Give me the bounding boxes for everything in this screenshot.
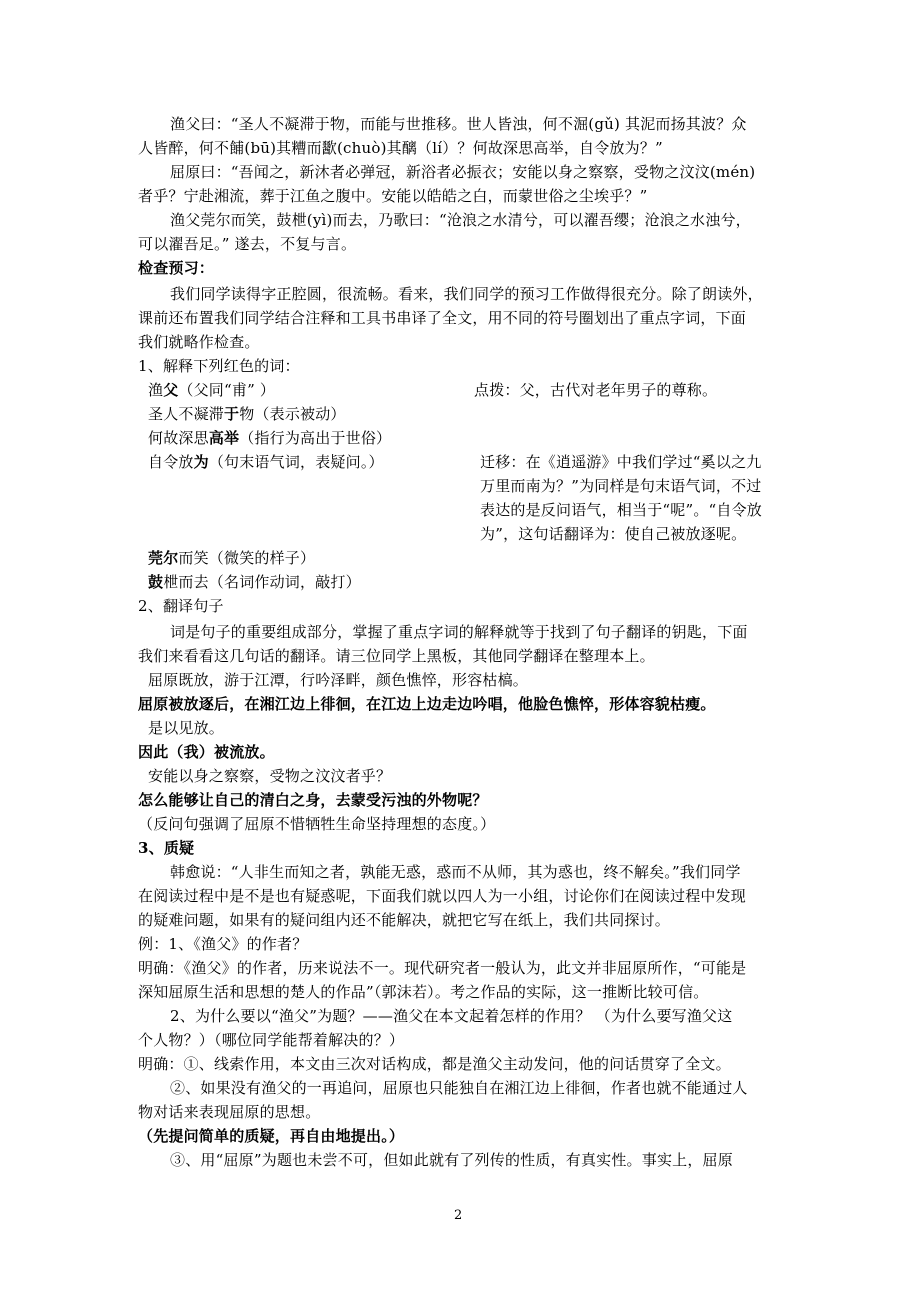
vocab-note: 为”，这句话翻译为：使自己被放逐呢。 [480, 525, 747, 543]
key-word: 高举 [208, 429, 240, 447]
key-word: 鼓 [148, 573, 164, 591]
paragraph-line: 我们来看看这几句话的翻译。请三位同学上黑板，其他同学翻译在整理本上。 [138, 647, 655, 665]
paragraph-line: 的疑难问题，如果有的疑问组内还不能解决，就把它写在纸上，我们共同探讨。 [138, 911, 671, 929]
vocab-item: 鼓枻而去（名词作动词，敲打） [148, 573, 361, 591]
key-word: 为 [193, 453, 209, 471]
translation: 因此（我）被流放。 [138, 743, 275, 761]
vocab-note: 点拨：父，古代对老年男子的尊称。 [474, 381, 718, 399]
example-question: 个人物？）（哪位同学能帮着解决的？） [138, 1031, 405, 1049]
paragraph-line: 课前还布置我们同学结合注释和工具书串译了全文，用不同的符号圈划出了重点字词，下面 [138, 309, 747, 327]
paragraph-line: 在阅读过程中是不是也有疑惑呢，下面我们就以四人为一小组，讨论你们在阅读过程中发现 [138, 887, 747, 905]
paragraph-line: 我们就略作检查。 [138, 333, 260, 351]
example-question: 例：1、《渔父》的作者？ [138, 935, 308, 953]
example-question: 2、为什么要以“渔父”为题？——渔父在本文起着怎样的作用？ （为什么要写渔父这 [170, 1007, 733, 1025]
paragraph-line: 我们同学读得字正腔圆，很流畅。看来，我们同学的预习工作做得很充分。除了朗读外， [170, 285, 763, 303]
dialogue-line: 渔父曰：“圣人不凝滞于物，而能与世推移。世人皆浊，何不淈(gǔ) 其泥而扬其波？众 [170, 115, 747, 133]
bold-note: （先提问简单的质疑，再自由地提出。） [138, 1127, 405, 1145]
answer-line: 深知屈原生活和思想的楚人的作品”（郭沫若）。考之作品的实际，这一推断比较可信。 [138, 983, 709, 1001]
answer-line: ②、如果没有渔父的一再追问，屈原也只能独自在湘江边上徘徊，作者也就不能通过人 [170, 1079, 748, 1097]
answer-line: ③、用“屈原”为题也未尝不可，但如此就有了列传的性质，有真实性。事实上，屈原 [170, 1151, 733, 1169]
vocab-note: 万里而南为？”为同样是句末语气词，不过 [480, 477, 762, 495]
note: （反问句强调了屈原不惜牺牲生命坚持理想的态度。） [138, 815, 496, 833]
vocab-item: 莞尔而笑（微笑的样子） [148, 549, 316, 567]
paragraph-line: 韩愈说：“人非生而知之者，孰能无惑，惑而不从师，其为惑也，终不解矣。”我们同学 [170, 863, 741, 881]
vocab-note: 表达的是反问语气，相当于“呢”。“自令放 [480, 501, 763, 519]
vocab-item: 圣人不凝滞于物（表示被动） [148, 405, 346, 423]
dialogue-line: 人皆醉，何不餔(bū)其糟而歠(chuò)其醨（lí）？何故深思高举，自令放为？” [138, 139, 663, 157]
section-heading: 检查预习： [138, 259, 215, 277]
answer-line: 物对话来表现屈原的思想。 [138, 1103, 321, 1121]
dialogue-line: 者乎？宁赴湘流，葬于江鱼之腹中。安能以皓皓之白，而蒙世俗之尘埃乎？” [138, 187, 648, 205]
dialogue-line: 渔父莞尔而笑，鼓枻(yì)而去，乃歌曰：“沧浪之水清兮，可以濯吾缨；沧浪之水浊兮， [170, 211, 751, 229]
vocab-item: 自令放为（句末语气词，表疑问。） [148, 453, 384, 471]
translation: 怎么能够让自己的清白之身，去蒙受污浊的外物呢？ [138, 791, 488, 809]
source-sentence: 安能以身之察察，受物之汶汶者乎？ [148, 767, 392, 785]
vocab-item: 何故深思高举（指行为高出于世俗） [148, 429, 392, 447]
subsection-heading: 2、翻译句子 [138, 597, 224, 615]
key-word: 于 [224, 405, 240, 423]
dialogue-line: 可以濯吾足。” 遂去，不复与言。 [138, 235, 357, 253]
key-word: 莞尔 [148, 549, 179, 567]
page-number: 2 [454, 1208, 463, 1223]
vocab-item: 渔父（父同“甫” ） [148, 381, 276, 399]
dialogue-line: 屈原曰：“吾闻之，新沐者必弹冠，新浴者必振衣；安能以身之察察，受物之汶汶(mén) [170, 163, 756, 181]
paragraph-line: 词是句子的重要组成部分，掌握了重点字词的解释就等于找到了句子翻译的钥匙，下面 [170, 623, 748, 641]
answer-line: 明确：①、线索作用，本文由三次对话构成，都是渔父主动发问，他的问话贯穿了全文。 [138, 1055, 731, 1073]
vocab-note: 迁移：在《逍遥游》中我们学过“奚以之九 [480, 453, 762, 471]
subsection-heading: 1、解释下列红色的词： [138, 357, 300, 375]
translation: 屈原被放逐后，在湘江边上徘徊，在江边上边走边吟唱，他脸色憔悴，形体容貌枯瘦。 [138, 695, 716, 713]
key-word: 父 [163, 381, 179, 399]
answer-line: 明确：《渔父》的作者，历来说法不一。现代研究者一般认为，此文并非屈原所作，“可能是 [138, 959, 747, 977]
subsection-heading: 3、质疑 [138, 839, 195, 857]
source-sentence: 屈原既放，游于江潭，行吟泽畔，颜色憔悴，形容枯槁。 [148, 671, 529, 689]
source-sentence: 是以见放。 [148, 719, 225, 737]
